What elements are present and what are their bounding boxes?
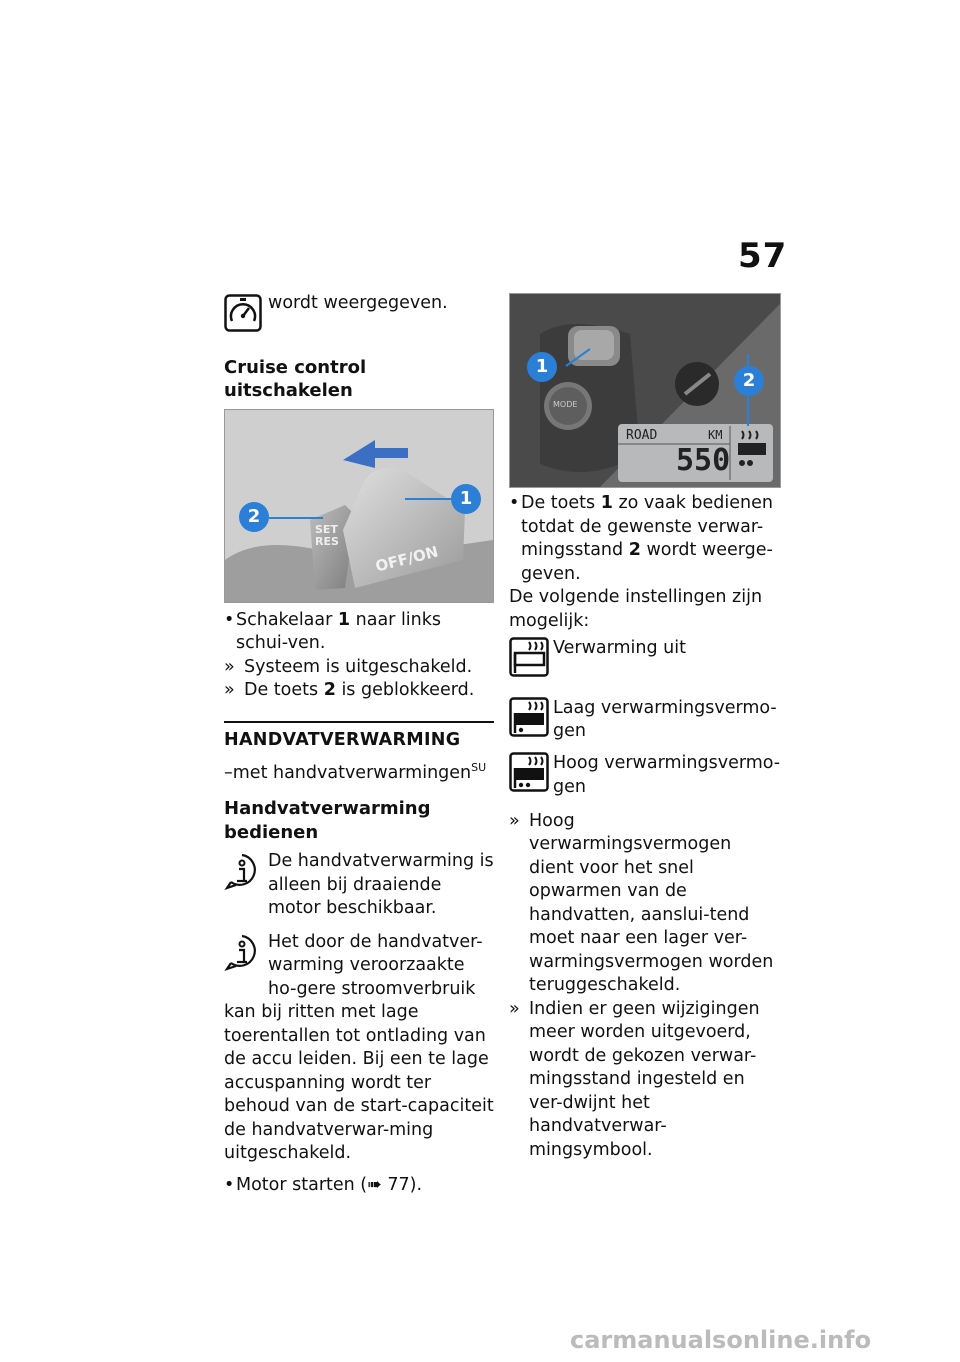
result-2 <box>224 679 494 703</box>
bullet-press-e: wordt weerge-geven. <box>521 540 773 584</box>
note-2 <box>224 931 494 1166</box>
info-icon <box>224 852 260 900</box>
result-1-text: Systeem is uitgeschakeld. <box>244 656 473 677</box>
cruise-control-icon <box>224 294 262 340</box>
result-2-c: is geblokkeerd. <box>335 680 475 700</box>
result-1 <box>224 656 494 680</box>
right-column <box>509 492 781 1162</box>
bullet-switch-a: Schakelaar <box>236 609 338 630</box>
bullet-switch-c: naar links schui-ven. <box>236 609 442 653</box>
figure2-label-1: 1 <box>527 352 557 382</box>
note-2-text: Het door de handvatver-warming veroorzaakte ho-gere stroomverbruik kan bij ritten met lage toerentallen tot ontlading van de accu leiden. Bij een te lage accuspanning wordt ter behoud van de start-capaciteit de handvatverwar-ming uitgeschakeld. <box>224 931 494 1164</box>
with-option: –met handvatverwarmingen$^{SU}$ <box>224 761 487 783</box>
watermark: carmanualsonline.info <box>570 1326 872 1354</box>
settings-intro: De volgende instellingen zijn mogelijk: <box>509 587 763 631</box>
left-column <box>224 292 494 1197</box>
setting-high <box>509 752 781 800</box>
result-2-a: De toets <box>244 680 324 700</box>
odometer-value: 550 <box>676 443 731 478</box>
with-option-text: met handvatverwarmingen <box>232 762 472 783</box>
mode-text: MODE <box>553 400 578 409</box>
bullet-start <box>224 1174 494 1198</box>
result-marker: » <box>509 998 520 1019</box>
page-number: 57 <box>738 236 788 276</box>
bullet-switch <box>224 609 494 656</box>
bullet-press-c: zo vaak bedienen totdat de gewenste verwar-mingsstand <box>521 493 773 560</box>
bullet-press-ref-2: 2 <box>628 540 641 560</box>
heading-operate: Handvatverwarming bedienen <box>224 798 431 843</box>
bullet-dot: • <box>224 609 235 630</box>
road-text: ROAD <box>626 428 658 443</box>
result-change <box>509 998 781 1163</box>
figure1-leader-2 <box>269 517 323 519</box>
bullet-dot: • <box>509 493 520 513</box>
bullet-dot: • <box>224 1174 235 1195</box>
heating-low-icon <box>509 697 549 745</box>
section-title: HANDVATVERWARMING <box>224 721 494 753</box>
bullet-press-ref-1: 1 <box>600 493 613 513</box>
result-high <box>509 810 781 998</box>
km-text: KM <box>708 428 723 442</box>
figure1-label-2: 2 <box>239 502 269 532</box>
setting-low-label: Laag verwarmingsvermo-gen <box>553 697 777 741</box>
figure-cruise-switch <box>224 409 494 603</box>
figure1-label-1: 1 <box>451 484 481 514</box>
figure2-label-2: 2 <box>734 366 764 396</box>
cruise-intro <box>224 292 494 340</box>
info-icon <box>224 933 260 981</box>
result-high-text: Hoog verwarmingsvermogen dient voor het snel opwarmen van de handvatten, aanslui-tend moet naar een lager ver-warmingsvermogen worden teruggeschakeld. <box>529 810 774 995</box>
option-code: SU <box>471 761 487 774</box>
bullet-start-b: 77). <box>381 1174 423 1195</box>
set-res-text: SET RES <box>315 522 339 548</box>
figure-heated-grips <box>509 293 781 488</box>
result-2-ref: 2 <box>323 680 336 700</box>
bullet-start-a: Motor starten ( <box>236 1174 368 1195</box>
bullet-press <box>509 492 781 586</box>
display-heating-icon <box>736 429 768 473</box>
page-ref-arrow-icon: ➠ <box>367 1174 382 1195</box>
heating-high-icon <box>509 752 549 800</box>
setting-high-label: Hoog verwarmingsvermo-gen <box>553 753 781 797</box>
note-1 <box>224 850 494 921</box>
bullet-press-a: De toets <box>521 493 601 513</box>
result-change-text: Indien er geen wijzigingen meer worden uitgevoerd, wordt de gekozen verwar-mingsstand ingesteld en ver-dwijnt het handvatverwar-mingsymbool. <box>529 998 760 1160</box>
setting-off <box>509 637 781 685</box>
result-marker: » <box>224 656 235 677</box>
heating-off-icon <box>509 637 549 685</box>
setting-off-label: Verwarming uit <box>553 638 686 658</box>
intro-text: wordt weergegeven. <box>268 293 448 313</box>
note-1-text: De handvatverwarming is alleen bij draaiende motor beschikbaar. <box>268 851 494 919</box>
setting-low <box>509 697 781 745</box>
heading-cruise-off: Cruise control uitschakelen <box>224 356 367 401</box>
bullet-switch-ref: 1 <box>337 609 351 630</box>
result-marker: » <box>509 810 520 831</box>
off-on-text: OFF/ON <box>373 542 441 576</box>
figure1-leader-1 <box>405 498 451 500</box>
result-marker: » <box>224 680 235 700</box>
